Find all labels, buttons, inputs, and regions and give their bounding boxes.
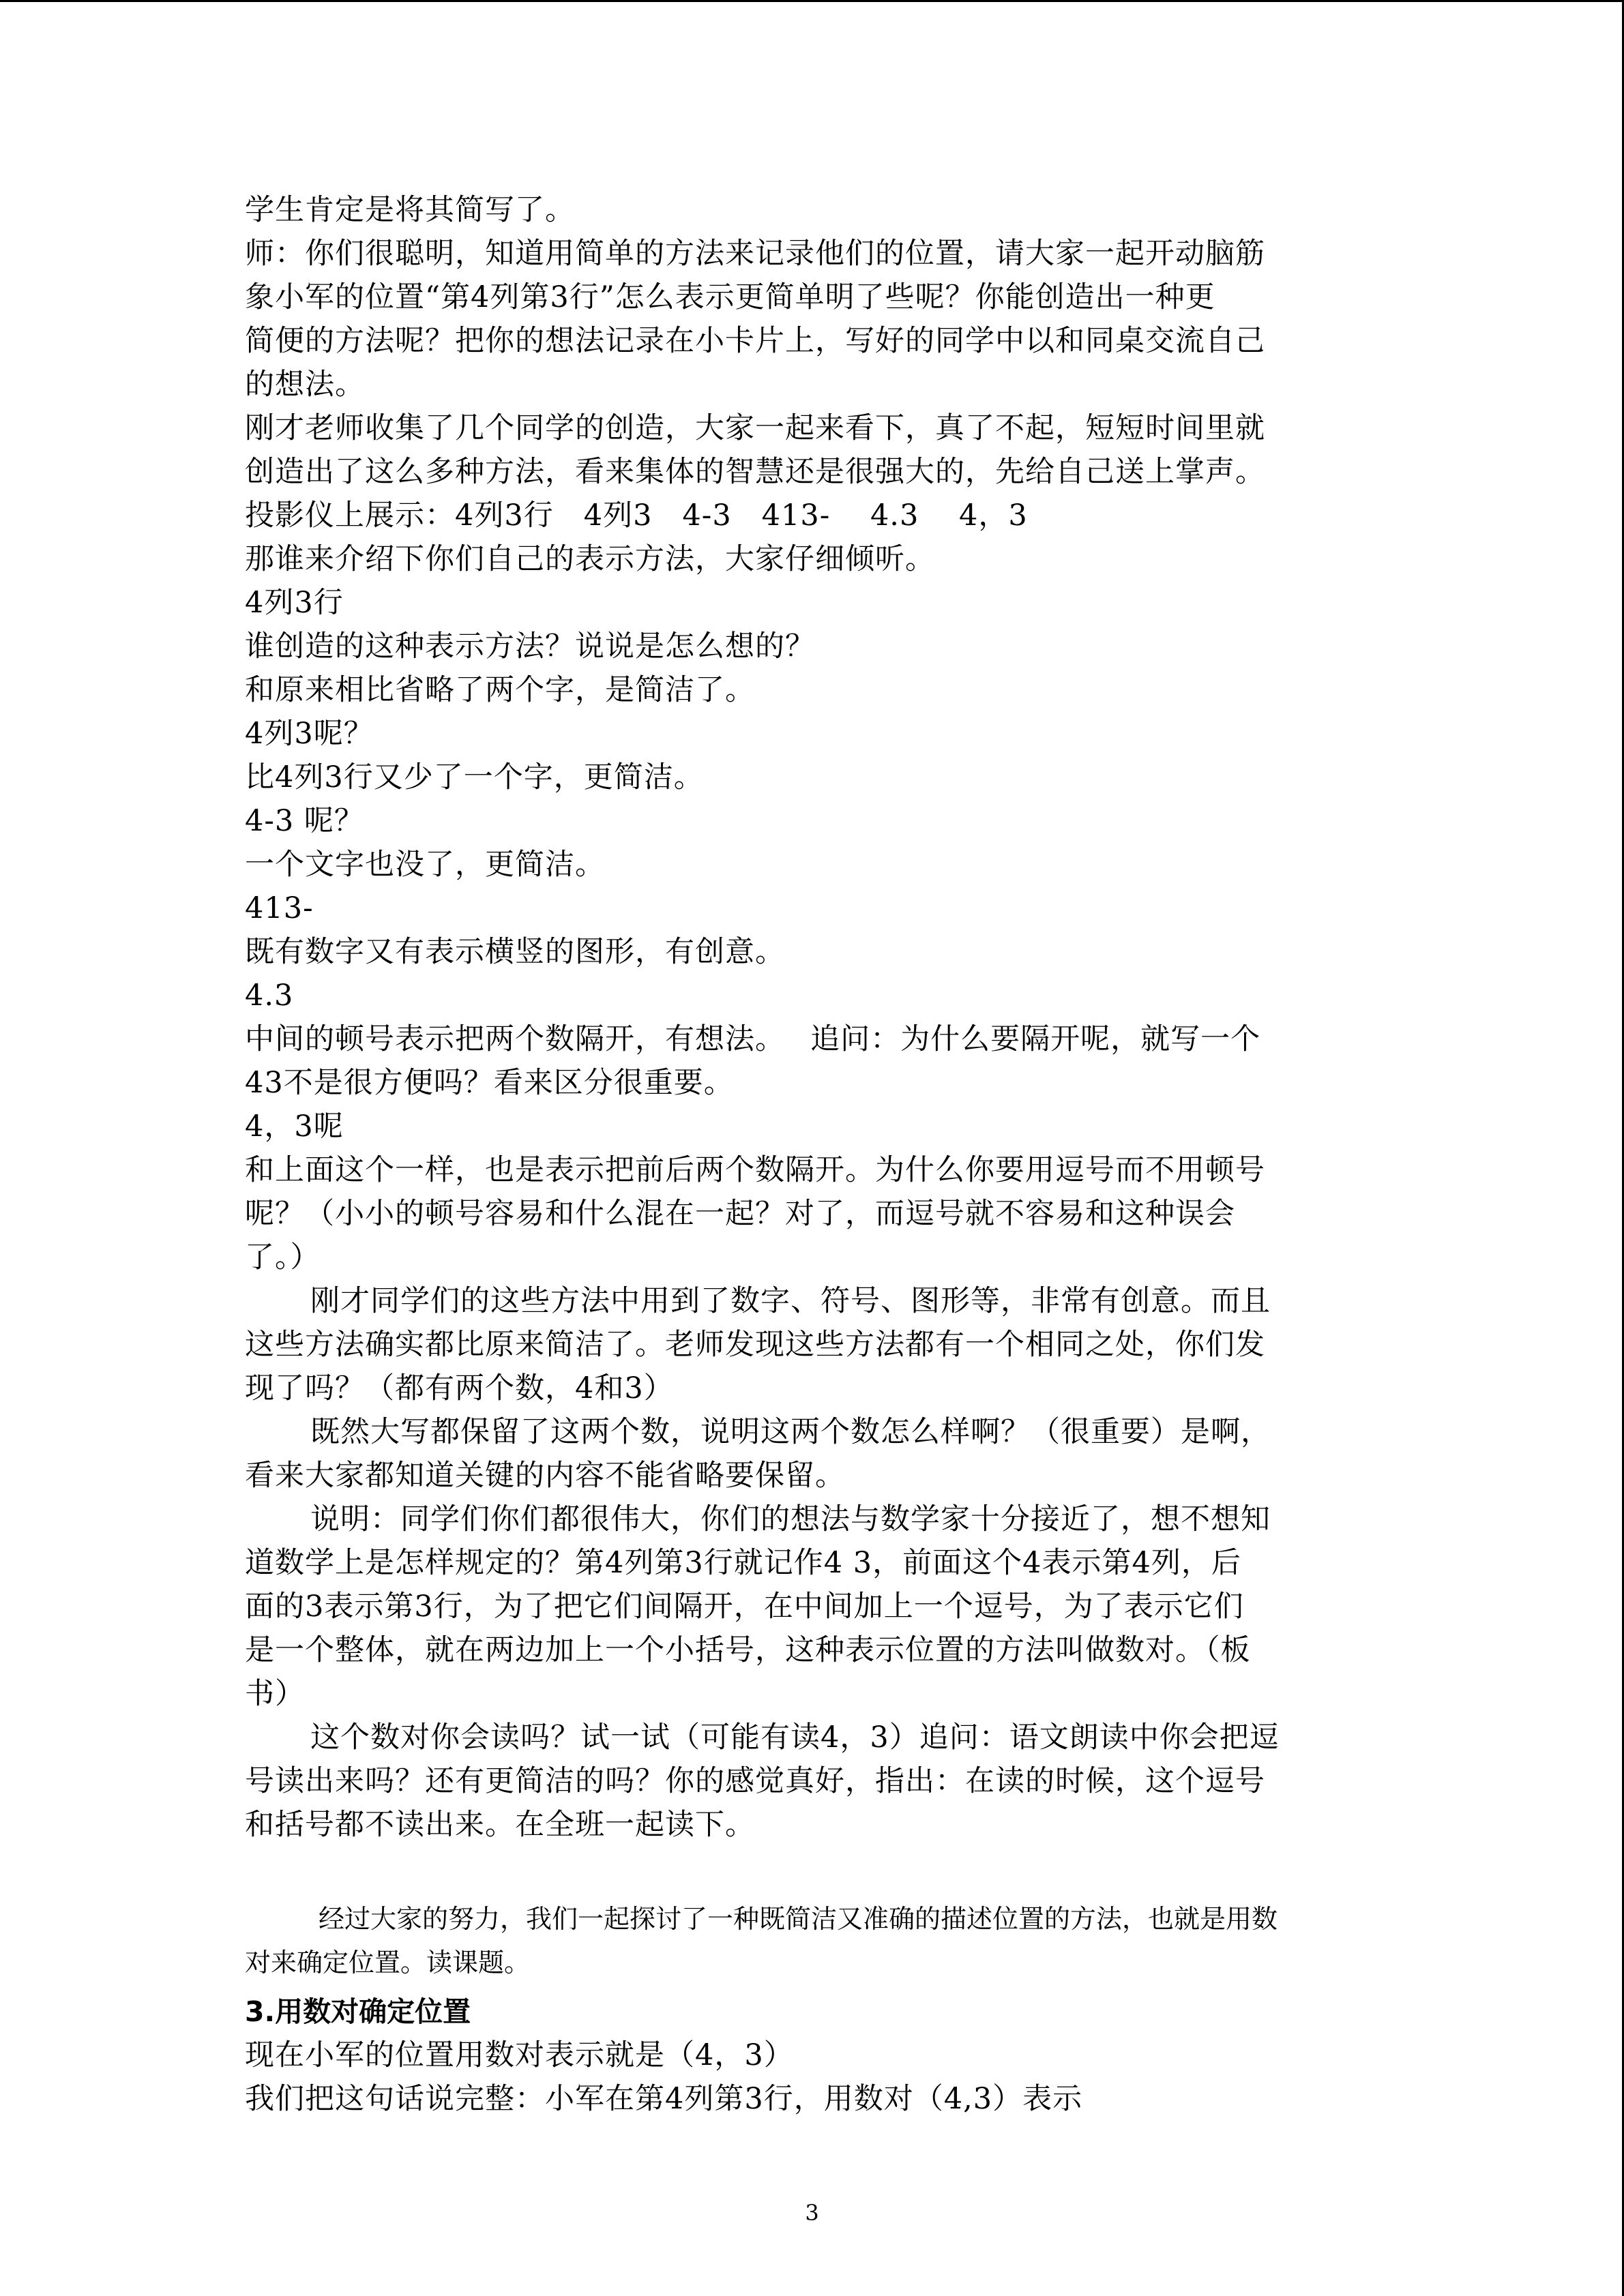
text-line: 4，3呢: [245, 1109, 344, 1144]
text-line: 既有数字又有表示横竖的图形，有创意。: [245, 935, 785, 969]
text-line: 师：你们很聪明，知道用简单的方法来记录他们的位置，请大家一起开动脑筋: [245, 237, 1265, 271]
text-line: 4列3呢？: [245, 717, 374, 751]
text-line: 和原来相比省略了两个字，是简洁了。: [245, 673, 755, 707]
text-line: 了。）: [245, 1240, 321, 1274]
page-body: [245, 188, 1377, 2121]
text-line: 我们把这句话说完整：小军在第4列第3行，用数对（4,3）表示: [245, 2082, 1083, 2116]
paragraph-line: 看来大家都知道关键的内容不能省略要保留。: [245, 1459, 845, 1493]
paragraph-line: 现了吗？（都有两个数，4和3）: [245, 1371, 674, 1405]
text-line: 和上面这个一样，也是表示把前后两个数隔开。为什么你要用逗号而不用顿号: [245, 1153, 1265, 1187]
paragraph-line: 是一个整体，就在两边加上一个小括号，这种表示位置的方法叫做数对。（板: [245, 1633, 1251, 1667]
text-line: 投影仪上展示：4列3行 4列3 4-3 413- 4.3 4，3: [245, 498, 1028, 533]
paragraph-spacer: [245, 1847, 1377, 1897]
paragraph-line: 书）: [245, 1677, 305, 1711]
text-line: 的想法。: [245, 368, 365, 402]
text-line: 现在小军的位置用数对表示就是（4，3）: [245, 2038, 794, 2072]
text-line: 4.3: [245, 979, 294, 1013]
text-line: 刚才老师收集了几个同学的创造，大家一起来看下，真了不起，短短时间里就: [245, 411, 1265, 445]
paragraph-line: 道数学上是怎样规定的？第4列第3行就记作4 3，前面这个4表示第4列，后: [245, 1546, 1241, 1580]
text-line: 谁创造的这种表示方法？说说是怎么想的？: [245, 629, 815, 664]
paragraph-line: 号读出来吗？还有更简洁的吗？你的感觉真好，指出：在读的时候，这个逗号: [245, 1764, 1265, 1798]
paragraph-line: 面的3表示第3行，为了把它们间隔开，在中间加上一个逗号，为了表示它们: [245, 1590, 1244, 1624]
paragraph-line: 和括号都不读出来。在全班一起读下。: [245, 1808, 755, 1842]
paragraph-line: 既然大写都保留了这两个数，说明这两个数怎么样啊？（很重要）是啊，: [310, 1415, 1271, 1449]
text-line: 43不是很方便吗？看来区分很重要。: [245, 1066, 734, 1100]
text-line: 象小军的位置“第4列第3行”怎么表示更简单明了些呢？你能创造出一种更: [245, 280, 1215, 314]
text-line: 呢？（小小的顿号容易和什么混在一起？对了，而逗号就不容易和这种误会: [245, 1197, 1235, 1231]
text-line: 413-: [245, 891, 314, 925]
summary-line: 对来确定位置。读课题。: [245, 1948, 531, 1978]
text-line: 简便的方法呢？把你的想法记录在小卡片上，写好的同学中以和同桌交流自己: [245, 324, 1265, 358]
paragraph-line: 这个数对你会读吗？试一试（可能有读4，3）追问：语文朗读中你会把逗: [310, 1720, 1280, 1755]
text-line: 创造出了这么多种方法，看来集体的智慧还是很强大的，先给自己送上掌声。: [245, 455, 1265, 489]
paragraph-line: 这些方法确实都比原来简洁了。老师发现这些方法都有一个相同之处，你们发: [245, 1328, 1265, 1362]
summary-line: 经过大家的努力，我们一起探讨了一种既简洁又准确的描述位置的方法，也就是用数: [319, 1904, 1278, 1934]
section-heading: 3.用数对确定位置: [245, 1995, 471, 2028]
text-line: 学生肯定是将其简写了。: [245, 193, 575, 227]
text-line: 4-3 呢？: [245, 804, 364, 838]
paragraph-line: 说明：同学们你们都很伟大，你们的想法与数学家十分接近了，想不想知: [310, 1502, 1271, 1536]
page-number: 3: [805, 2200, 819, 2226]
text-line: 那谁来介绍下你们自己的表示方法，大家仔细倾听。: [245, 542, 935, 576]
top-border-line: [0, 0, 1624, 2]
text-line: 比4列3行又少了一个字，更简洁。: [245, 760, 704, 794]
text-line: 一个文字也没了，更简洁。: [245, 848, 605, 882]
text-line: 中间的顿号表示把两个数隔开，有想法。 追问：为什么要隔开呢，就写一个: [245, 1022, 1261, 1056]
paragraph-line: 刚才同学们的这些方法中用到了数字、符号、图形等，非常有创意。而且: [310, 1284, 1271, 1318]
text-line: 4列3行: [245, 586, 344, 620]
